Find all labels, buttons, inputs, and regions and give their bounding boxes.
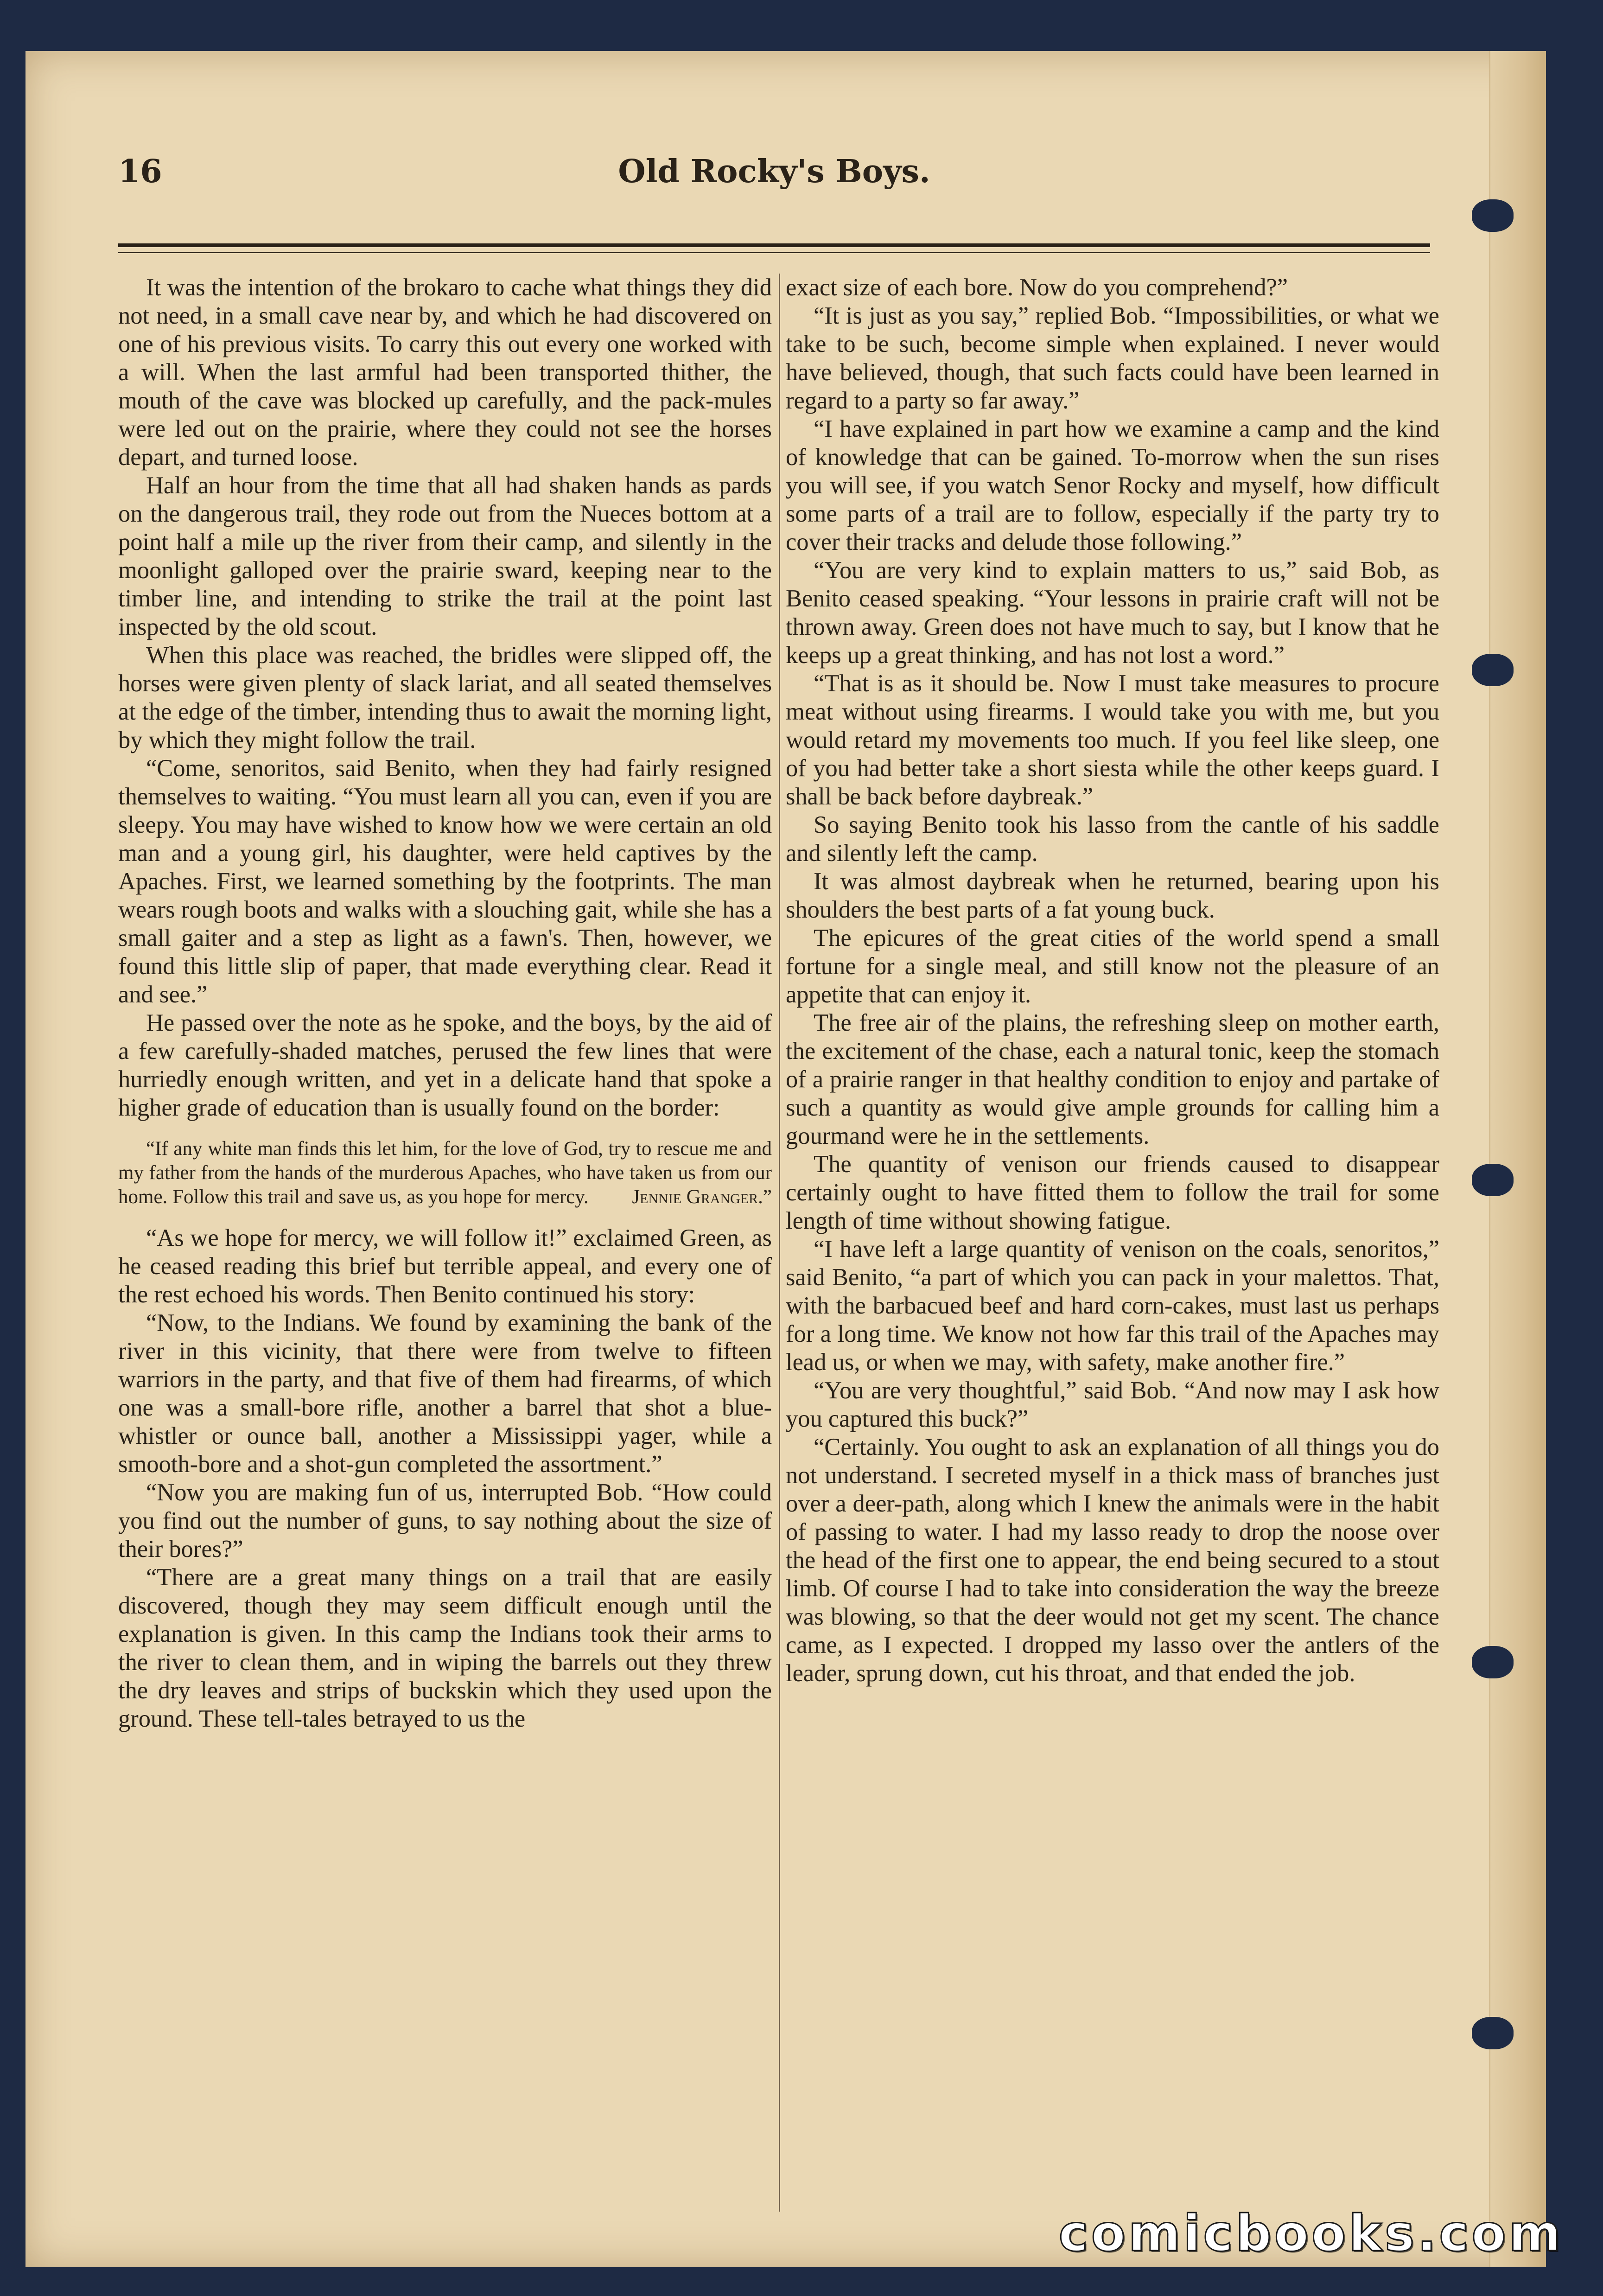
- paragraph: The epicures of the great cities of the world spend a small fortune for a single meal, and still know not the pleasure of an appetite that can enjoy it.: [786, 925, 1439, 1008]
- paragraph: “You are very kind to explain matters to us,” said Bob, as Benito ceased speaking. “Your lessons in prairie craft will not be thrown away. Green does not have much to say, but I know that he keeps up a great thinking, and has not lost a word.”: [786, 557, 1439, 669]
- staple-hole: [1472, 1646, 1514, 1678]
- right-column: [786, 274, 1439, 2212]
- paragraph: “Come, senoritos, said Benito, when they had fairly resigned themselves to waiting. “You must learn all you can, even if you are sleepy. You may have wished to know how we were certain an old man and a young girl, his daughter, were held captives by the Apaches. First, we learned something by the footprints. The man wears rough boots and walks with a slouching gait, while she has a small gaiter and a step as light as a fawn's. Then, however, we found this little slip of paper, that made everything clear. Read it and see.”: [118, 755, 772, 1008]
- paragraph: “I have left a large quantity of venison on the coals, senoritos,” said Benito, “a part of which you can pack in your malettos. That, with the barbacued beef and hard corn-cakes, must last us perhaps for a long time. We know not how far this trail of the Apaches may lead us, or when we may, with safety, make another fire.”: [786, 1236, 1439, 1376]
- paragraph: “You are very thoughtful,” said Bob. “And now may I ask how you captured this buck?”: [786, 1377, 1439, 1432]
- staple-hole: [1472, 199, 1514, 232]
- letter-text: “If any white man finds this let him, for the love of God, try to rescue me and my father from the hands of the murderous Apaches, who have taken us from our home. Follow this trail and save us, as you hope for mercy.: [118, 1138, 772, 1208]
- paragraph: So saying Benito took his lasso from the cantle of his saddle and silently left the camp.: [786, 811, 1439, 867]
- paragraph: “Certainly. You ought to ask an explanation of all things you do not understand. I secreted myself in a thick mass of branches just over a deer-path, along which I knew the animals were in the habit of passing to water. I had my lasso ready to drop the noose over the head of the first one to appear, the end being secured to a stout limb. Of course I had to take into consideration the way the breeze was blowing, so that the deer would not get my scent. The chance came, as I expected. I dropped my lasso over the antlers of the leader, sprung down, cut his throat, and that ended the job.: [786, 1434, 1439, 1687]
- paragraph: “There are a great many things on a trail that are easily discovered, though they may seem difficult enough until the explanation is given. In this camp the Indians took their arms to the river to clean them, and in wiping the barrels out they threw the dry leaves and strips of buckskin which they used upon the ground. These tell-tales betrayed to us the: [118, 1564, 772, 1732]
- book-page: [25, 51, 1546, 2267]
- paragraph: When this place was reached, the bridles were slipped off, the horses were given plenty of slack lariat, and all seated themselves at the edge of the timber, intending thus to await the morning light, by which they might follow the trail.: [118, 642, 772, 753]
- paragraph: “Now you are making fun of us, interrupted Bob. “How could you find out the number of guns, to say nothing about the size of their bores?”: [118, 1479, 772, 1563]
- paragraph: The quantity of venison our friends caused to disappear certainly ought to have fitted them to follow the trail for some length of time without showing fatigue.: [786, 1151, 1439, 1234]
- paragraph: “That is as it should be. Now I must take measures to procure meat without using firearms. I would take you with me, but you would retard my movements too much. If you feel like sleep, one of you had better take a short siesta while the other keeps guard. I shall be back before daybreak.”: [786, 670, 1439, 810]
- watermark: comicbooks.com: [1058, 2205, 1564, 2263]
- paragraph: exact size of each bore. Now do you comprehend?”: [786, 274, 1288, 301]
- paragraph: He passed over the note as he spoke, and the boys, by the aid of a few carefully-shaded matches, perused the few lines that were hurriedly enough written, and yet in a delicate hand that spoke a higher grade of education than is usually found on the border:: [118, 1009, 772, 1121]
- paragraph: It was almost daybreak when he returned, bearing upon his shoulders the best parts of a fat young buck.: [786, 868, 1439, 923]
- paragraph: “Now, to the Indians. We found by examining the bank of the river in this vicinity, that there were from twelve to fifteen warriors in the party, and that five of them had firearms, of which one was a small-bore rifle, another a barrel that shot a blue-whistler or ounce ball, another a Mississippi yager, while a smooth-bore and a shot-gun completed the assortment.”: [118, 1309, 772, 1478]
- paragraph: “I have explained in part how we examine a camp and the kind of knowledge that can be gained. To-morrow when the sun rises you will see, if you watch Senor Rocky and myself, how difficult some parts of a trail are to follow, especially if the party try to cover their tracks and delude those following.”: [786, 415, 1439, 555]
- book-title: Old Rocky's Boys.: [618, 153, 930, 190]
- binding-edge: [1489, 51, 1546, 2267]
- letter-signature: Jennie Granger.”: [632, 1186, 772, 1208]
- paragraph: It was the intention of the brokaro to cache what things they did not need, in a small cave near by, and which he had discovered on one of his previous visits. To carry this out every one worked with a will. When the last armful had been transported thither, the mouth of the cave was blocked up carefully, and the pack-mules were led out on the prairie, where they could not see the horses depart, and turned loose.: [118, 274, 772, 471]
- running-head: [118, 153, 1430, 213]
- page-number: 16: [118, 153, 162, 190]
- paragraph: “As we hope for mercy, we will follow it!” exclaimed Green, as he ceased reading this brief but terrible appeal, and every one of the rest echoed his words. Then Benito continued his story:: [118, 1225, 772, 1308]
- column-divider: [779, 274, 780, 2212]
- left-column: [118, 274, 772, 2212]
- quoted-letter: [118, 1137, 772, 1209]
- staple-hole: [1472, 654, 1514, 686]
- paragraph: Half an hour from the time that all had shaken hands as pards on the dangerous trail, they rode out from the Nueces bottom at a point half a mile up the river from their camp, and silently in the moonlight galloped over the prairie sward, keeping near to the timber line, and intending to strike the trail at the point last inspected by the old scout.: [118, 472, 772, 640]
- staple-hole: [1472, 2017, 1514, 2049]
- header-rule: [118, 243, 1430, 253]
- paragraph: The free air of the plains, the refreshing sleep on mother earth, the excitement of the chase, each a natural tonic, keep the stomach of a prairie ranger in that healthy condition to enjoy and partake of such a quantity as would give ample grounds for calling him a gourmand were he in the settlements.: [786, 1009, 1439, 1149]
- paragraph: “It is just as you say,” replied Bob. “Impossibilities, or what we take to be such, become simple when explained. I never would have believed, though, that such facts could have been learned in regard to a party so far away.”: [786, 302, 1439, 414]
- staple-hole: [1472, 1164, 1514, 1196]
